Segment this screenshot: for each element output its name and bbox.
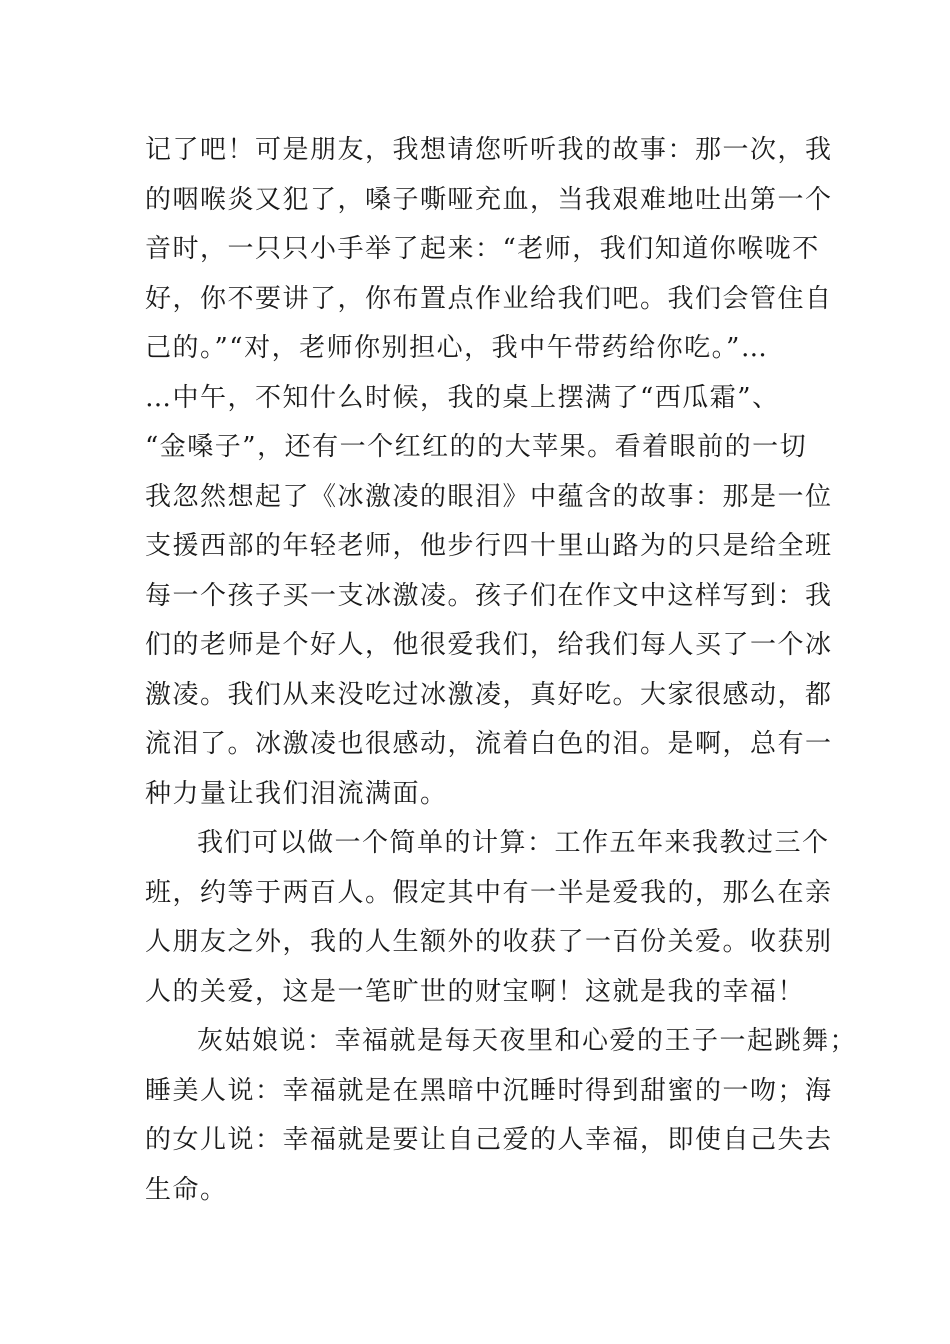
text-line: 好，你不要讲了，你布置点作业给我们吧。我们会管住自 (145, 283, 833, 314)
text-line: 激凌。我们从来没吃过冰激凌，真好吃。大家很感动，都 (145, 679, 833, 710)
text-line: 人朋友之外，我的人生额外的收获了一百份关爱。收获别 (145, 927, 833, 957)
text-line: 音时，一只只小手举了起来：“老师，我们知道你喉咙不 (145, 234, 820, 264)
text-line: 灰姑娘说：幸福就是每天夜里和心爱的王子一起跳舞； (197, 1026, 858, 1056)
text-line: 的咽喉炎又犯了，嗓子嘶哑充血，当我艰难地吐出第一个 (145, 184, 833, 215)
text-line: 的女儿说：幸福就是要让自己爱的人幸福，即使自己失去 (145, 1125, 833, 1155)
text-line: 每一个孩子买一支冰激凌。孩子们在作文中这样写到：我 (145, 580, 833, 611)
text-line: 支援西部的年轻老师，他步行四十里山路为的只是给全班 (145, 531, 833, 561)
text-line: 们的老师是个好人，他很爱我们，给我们每人买了一个冰 (145, 630, 833, 660)
text-line: …中午，不知什么时候，我的桌上摆满了“西瓜霜”、 (145, 382, 780, 413)
text-line: 我们可以做一个简单的计算：工作五年来我教过三个 (197, 828, 830, 858)
text-line: 己的。”“对，老师你别担心，我中午带药给你吃。”… (145, 333, 769, 363)
text-line: “金嗓子”，还有一个红红的的大苹果。看着眼前的一切 (145, 432, 808, 462)
text-line: 班，约等于两百人。假定其中有一半是爱我的，那么在亲 (145, 877, 833, 908)
text-line: 睡美人说：幸福就是在黑暗中沉睡时得到甜蜜的一吻；海 (145, 1075, 833, 1106)
document-body (145, 126, 858, 1215)
text-line: 我忽然想起了《冰激凌的眼泪》中蕴含的故事：那是一位 (145, 481, 833, 512)
text-line: 种力量让我们泪流满面。 (145, 778, 448, 809)
text-line: 记了吧！可是朋友，我想请您听听我的故事：那一次，我 (145, 135, 833, 165)
text-line: 生命。 (145, 1174, 228, 1205)
text-line: 人的关爱，这是一笔旷世的财宝啊！这就是我的幸福！ (145, 976, 806, 1007)
text-line: 流泪了。冰激凌也很感动，流着白色的泪。是啊，总有一 (145, 729, 833, 759)
